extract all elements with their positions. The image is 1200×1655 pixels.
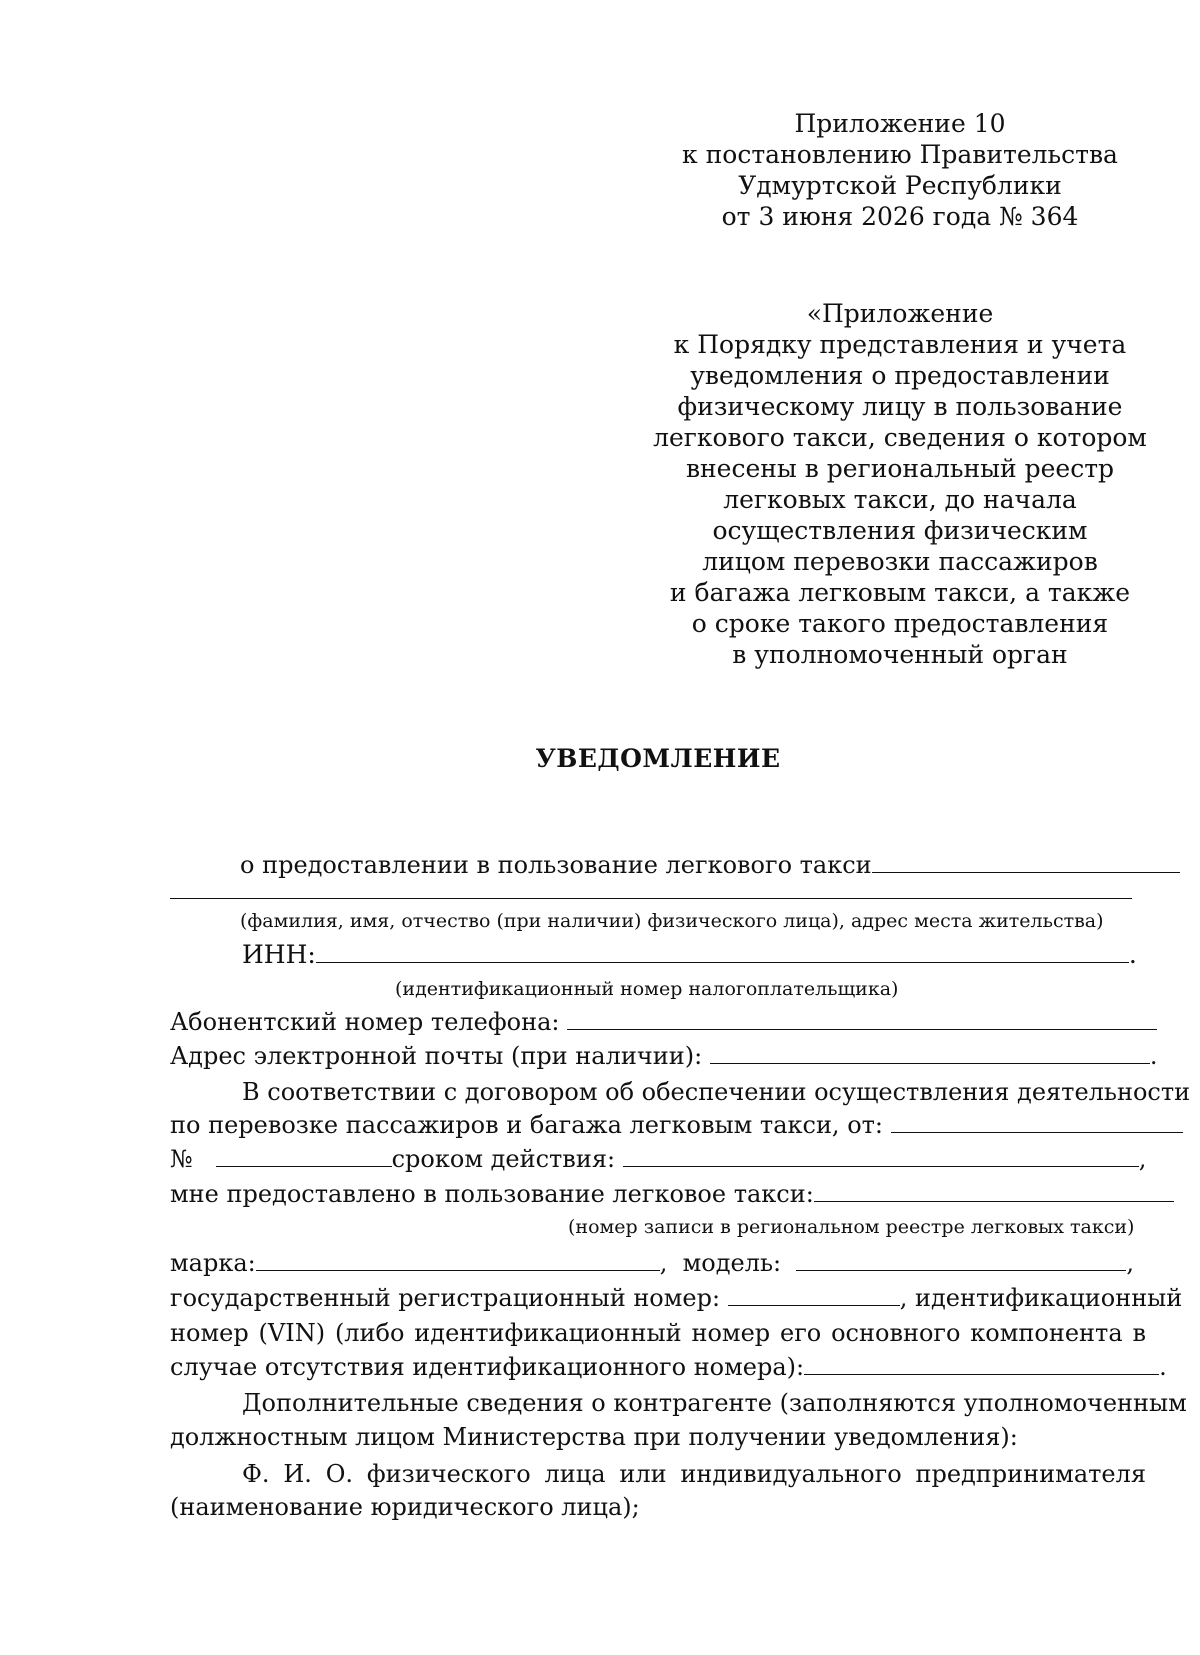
appendix-10-header [680,108,1120,232]
contract-date-field[interactable] [891,1110,1183,1133]
brand-model-line [170,1248,1134,1277]
comma: , [659,1249,668,1277]
period: . [1128,940,1137,969]
intro-text: о предоставлении в пользование легкового такси [240,851,872,879]
appendix-line: лицом перевозки пассажиров [702,547,1098,576]
appendix-procedure-header [650,298,1150,670]
appendix-line: к Порядку представления и учета [673,330,1127,359]
email-label: Адрес электронной почты (при наличии): [170,1042,703,1070]
comma: , [1138,1145,1147,1173]
caption-registry: (номер записи в региональном реестре легковых такси) [568,1216,1135,1238]
inn-label: ИНН: [242,940,316,969]
additional-line-2: должностным лицом Министерства при получении уведомления): [170,1423,1018,1451]
validity-field[interactable] [623,1144,1139,1167]
appendix-10-line: от 3 июня 2026 года № 364 [721,202,1079,231]
vin-line-1: номер (VIN) (либо идентификационный номер его основного компонента в [170,1319,1146,1347]
contract-line-1: В соответствии с договором об обеспечении осуществления деятельности [242,1078,1191,1106]
number-label: № [170,1145,193,1173]
vin-label: случае отсутствия идентификационного номера): [170,1353,805,1381]
period: . [1149,1042,1158,1070]
taxi-owner-field[interactable] [872,850,1180,873]
appendix-line: «Приложение [806,299,994,328]
appendix-line: внесены в региональный реестр [685,454,1115,483]
contract-text: по перевозке пассажиров и багажа легковым такси, от: [170,1111,884,1139]
comma: , [1126,1249,1135,1277]
additional-line-1: Дополнительные сведения о контрагенте (заполняются уполномоченным [242,1389,1187,1417]
inn-line [242,940,1137,969]
registry-number-field[interactable] [814,1179,1174,1202]
caption-person: (фамилия, имя, отчество (при наличии) физического лица), адрес места жительства) [240,910,1104,932]
contract-number-line [170,1144,1146,1173]
appendix-10-line: Приложение 10 [794,109,1006,138]
contract-number-field[interactable] [216,1144,392,1167]
regnum-line [170,1283,1182,1312]
model-field[interactable] [796,1248,1126,1271]
email-line [170,1041,1157,1070]
phone-field[interactable] [567,1007,1157,1030]
provided-line [170,1179,1174,1208]
appendix-line: физическому лицу в пользование [677,392,1123,421]
appendix-10-line: Удмуртской Республики [738,171,1062,200]
appendix-line: осуществления физическим [712,516,1088,545]
validity-label: сроком действия: [391,1145,616,1173]
person-address-field[interactable] [170,898,1132,899]
appendix-line: и багажа легковым такси, а также [669,578,1131,607]
idnum-label: , идентификационный [899,1284,1183,1312]
fio-line-2: (наименование юридического лица); [170,1493,640,1521]
vin-field[interactable] [804,1352,1159,1375]
inn-field[interactable] [316,940,1129,963]
caption-inn: (идентификационный номер налогоплательщика) [395,978,899,1000]
appendix-line: в уполномоченный орган [732,640,1068,669]
document-title: УВЕДОМЛЕНИЕ [535,744,781,773]
appendix-line: легковых такси, до начала [723,485,1077,514]
period: . [1159,1353,1167,1381]
regnum-field[interactable] [728,1283,900,1306]
model-label: модель: [682,1249,782,1277]
appendix-line: легкового такси, сведения о котором [653,423,1147,452]
regnum-label: государственный регистрационный номер: [170,1284,721,1312]
vin-line-2 [170,1352,1167,1381]
provided-label: мне предоставлено в пользование легковое такси: [170,1180,814,1208]
email-field[interactable] [710,1041,1150,1064]
appendix-line: о сроке такого предоставления [691,609,1109,638]
brand-label: марка: [170,1249,256,1277]
appendix-line: уведомления о предоставлении [690,361,1110,390]
appendix-10-line: к постановлению Правительства [682,140,1118,169]
brand-field[interactable] [256,1248,660,1271]
phone-line [170,1007,1157,1036]
intro-line [240,850,1180,879]
contract-line-2 [170,1110,1183,1139]
phone-label: Абонентский номер телефона: [170,1008,560,1036]
fio-line-1: Ф. И. О. физического лица или индивидуального предпринимателя [242,1460,1146,1488]
